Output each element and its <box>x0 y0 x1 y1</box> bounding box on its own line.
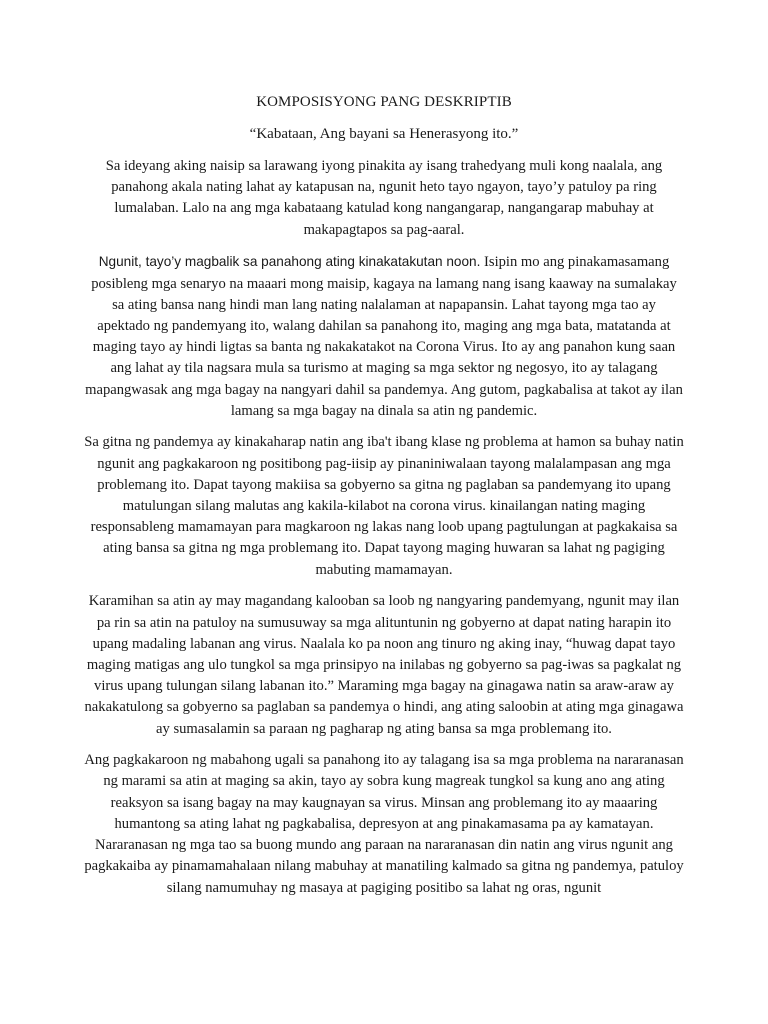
paragraph-5: Ang pagkakaroon ng mabahong ugali sa panahong ito ay talagang isa sa mga problema na nararanasan ng marami sa atin at maging sa akin, tayo ay sobra kung magreak tungkol sa kung ano ang ating reaksyon sa isang bagay na may kaugnayan sa virus. Minsan ang problemang ito ay maaaring humantong sa ating lahat ng pagkabalisa, depresyon at ang pinakamasama pa ay kamatayan. Nararanasan ng mga tao sa buong mundo ang paraan na nararanasan din natin ang virus ngunit ang pagkakaiba ay pinamamahalaan nilang mabuhay at manatiling kalmado sa gitna ng pandemya, patuloy silang namumuhay ng masaya at pagiging positibo sa lahat ng oras, ngunit <box>84 752 684 896</box>
paragraph-1: Sa ideyang aking naisip sa larawang iyong pinakita ay isang trahedyang muli kong naalala, ang panahong akala nating lahat ay katapusan na, ngunit heto tayo ngayon, tayo’y patuloy pa ring lumalaban. Lalo na ang mga kabataang katulad kong nangangarap, nangangarap mabuhay at makapagtapos sa pag-aaral. <box>105 158 663 238</box>
paragraph-2-lead: Ngunit, tayo’y magbalik sa panahong ating kinakatakutan noon. <box>98 254 481 270</box>
paragraph-3: Sa gitna ng pandemya ay kinakaharap natin ang iba't ibang klase ng problema at hamon sa buhay natin ngunit ang pagkakaroon ng positibong pag-iisip ay pinaniniwalaan tayong malalampasan ang mga problemang ito. Dapat tayong makiisa sa gobyerno sa gitna ng paglaban sa pandemyang ito upang matulungan silang malutas ang kakila-kilabot na corona virus. kinailangan nating maging responsableng mamamayan para magkaroon ng lakas nang loob upang pagtulungan at pagkakaisa sa ating bansa sa gitna ng mga problemang ito. Dapat tayong maging huwaran sa lahat ng pagiging mabuting mamamayan. <box>84 434 684 578</box>
document-title: KOMPOSISYONG PANG DESKRIPTIB <box>256 94 512 110</box>
document-subtitle: “Kabataan, Ang bayani sa Henerasyong ito.” <box>249 126 519 142</box>
paragraph-2-body: Isipin mo ang pinakamasamang posibleng mga senaryo na maaari mong maisip, kagaya na lamang nang isang kaaway na sumalakay sa ating bansa nang hindi man lang nating nalalaman at napapansin. Lahat tayong mga tao ay apektado ng pandemyang ito, walang dahilan sa panahong ito, maging ang mga bata, matatanda at maging tayo ay hindi ligtas sa banta ng nakakatakot na Corona Virus. Ito ay ang panahon kung saan ang lahat ay tila nagsara mula sa turismo at maging sa mga sektor ng negosyo, ito ay talagang mapangwasak ang mga bagay na nangyari dahil sa pandemya. Ang gutom, pagkabalisa at takot ay ilan lamang sa mga bagay na dinala sa atin ng pandemic. <box>85 254 683 419</box>
paragraph-4: Karamihan sa atin ay may magandang kalooban sa loob ng nangyaring pandemyang, ngunit may ilan pa rin sa atin na patuloy na sumusuway sa mga alituntunin ng gobyerno at dapat nating harapin ito upang madaling labanan ang virus. Naalala ko pa noon ang tinuro ng aking inay, “huwag dapat tayo maging matigas ang ulo tungkol sa mga prinsipyo na inilabas ng gobyerno sa pag-iwas sa pagkalat ng virus upang tulungan silang labanan ito.” Maraming mga bagay na ginagawa natin sa araw-araw ay nakakatulong sa gobyerno sa paglaban sa pandemya o hindi, ang ating saloobin at ating mga ginagawa ay sumasalamin sa paraan ng pagharap ng ating bansa sa mga problemang ito. <box>84 593 684 737</box>
paragraph-2 <box>84 251 684 422</box>
